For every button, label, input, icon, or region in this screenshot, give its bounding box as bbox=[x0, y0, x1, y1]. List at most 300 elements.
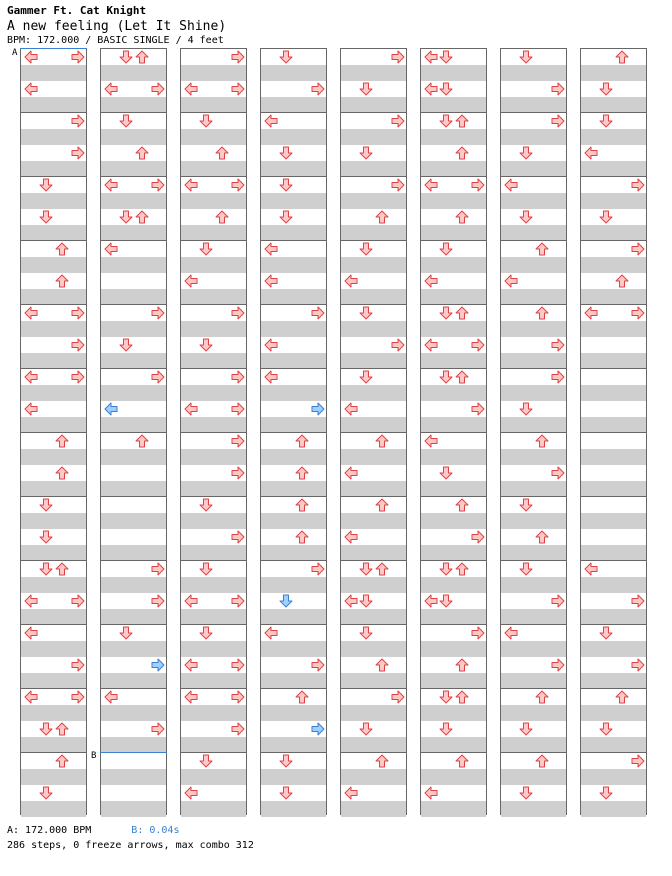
measure-line bbox=[21, 624, 86, 625]
beat-band bbox=[421, 737, 486, 753]
up-arrow-icon bbox=[55, 722, 69, 736]
down-arrow-icon bbox=[279, 786, 293, 800]
measure-line bbox=[261, 176, 326, 177]
up-arrow-icon bbox=[535, 306, 549, 320]
down-arrow-icon bbox=[519, 498, 533, 512]
down-arrow-icon bbox=[439, 722, 453, 736]
beat-band bbox=[181, 161, 246, 177]
measure-line bbox=[101, 432, 166, 433]
chart-column bbox=[20, 48, 87, 815]
left-arrow-icon bbox=[184, 402, 198, 416]
beat-band bbox=[101, 257, 166, 273]
beat-band bbox=[581, 609, 646, 625]
beat-band bbox=[501, 673, 566, 689]
beat-band bbox=[501, 801, 566, 817]
beat-band bbox=[341, 577, 406, 593]
beat-band bbox=[501, 161, 566, 177]
down-arrow-icon bbox=[439, 594, 453, 608]
measure-line bbox=[101, 624, 166, 625]
up-arrow-icon bbox=[55, 754, 69, 768]
measure-line bbox=[421, 752, 486, 753]
down-arrow-icon bbox=[439, 242, 453, 256]
measure-line bbox=[421, 688, 486, 689]
beat-band bbox=[501, 385, 566, 401]
left-arrow-icon bbox=[264, 370, 278, 384]
chart-stats: 286 steps, 0 freeze arrows, max combo 312 bbox=[7, 840, 254, 851]
measure-line bbox=[421, 304, 486, 305]
measure-line bbox=[21, 112, 86, 113]
left-arrow-icon bbox=[424, 82, 438, 96]
left-arrow-icon bbox=[104, 242, 118, 256]
right-arrow-icon bbox=[151, 562, 165, 576]
measure-line bbox=[581, 176, 646, 177]
measure-line bbox=[421, 432, 486, 433]
beat-band bbox=[421, 321, 486, 337]
measure-line bbox=[261, 368, 326, 369]
beat-band bbox=[581, 193, 646, 209]
beat-band bbox=[341, 481, 406, 497]
down-arrow-icon bbox=[119, 114, 133, 128]
beat-band bbox=[101, 513, 166, 529]
marker-b: B bbox=[91, 751, 97, 761]
beat-band bbox=[581, 353, 646, 369]
left-arrow-icon bbox=[424, 594, 438, 608]
bpm-a-label: A: 172.000 BPM bbox=[7, 825, 92, 836]
right-arrow-icon bbox=[631, 242, 645, 256]
left-arrow-icon bbox=[104, 82, 118, 96]
beat-band bbox=[181, 673, 246, 689]
beat-band bbox=[501, 769, 566, 785]
beat-band bbox=[341, 225, 406, 241]
beat-band bbox=[101, 129, 166, 145]
right-arrow-icon bbox=[311, 658, 325, 672]
right-arrow-icon bbox=[151, 722, 165, 736]
left-arrow-icon bbox=[344, 530, 358, 544]
beat-band bbox=[341, 449, 406, 465]
down-arrow-icon bbox=[599, 722, 613, 736]
beat-band bbox=[421, 65, 486, 81]
beat-band bbox=[101, 97, 166, 113]
right-arrow-icon bbox=[391, 50, 405, 64]
beat-band bbox=[421, 513, 486, 529]
measure-line bbox=[261, 688, 326, 689]
beat-band bbox=[21, 65, 86, 81]
right-arrow-icon bbox=[551, 658, 565, 672]
beat-band bbox=[501, 289, 566, 305]
beat-band bbox=[421, 193, 486, 209]
beat-band bbox=[101, 641, 166, 657]
down-arrow-icon bbox=[279, 594, 293, 608]
up-arrow-icon bbox=[55, 242, 69, 256]
right-arrow-icon bbox=[391, 178, 405, 192]
up-arrow-icon bbox=[535, 242, 549, 256]
down-arrow-icon bbox=[279, 178, 293, 192]
right-arrow-icon bbox=[71, 690, 85, 704]
right-arrow-icon bbox=[311, 306, 325, 320]
measure-line bbox=[181, 560, 246, 561]
beat-band bbox=[261, 513, 326, 529]
down-arrow-icon bbox=[199, 498, 213, 512]
measure-line bbox=[501, 432, 566, 433]
down-arrow-icon bbox=[519, 402, 533, 416]
right-arrow-icon bbox=[551, 114, 565, 128]
right-arrow-icon bbox=[551, 338, 565, 352]
beat-band bbox=[181, 449, 246, 465]
measure-line bbox=[341, 432, 406, 433]
beat-band bbox=[101, 225, 166, 241]
right-arrow-icon bbox=[151, 658, 165, 672]
measure-line bbox=[261, 752, 326, 753]
beat-band bbox=[101, 353, 166, 369]
measure-line bbox=[501, 240, 566, 241]
right-arrow-icon bbox=[231, 370, 245, 384]
right-arrow-icon bbox=[551, 466, 565, 480]
up-arrow-icon bbox=[455, 754, 469, 768]
beat-band bbox=[261, 641, 326, 657]
right-arrow-icon bbox=[551, 82, 565, 96]
down-arrow-icon bbox=[359, 242, 373, 256]
measure-line bbox=[181, 496, 246, 497]
down-arrow-icon bbox=[39, 562, 53, 576]
beat-band bbox=[581, 641, 646, 657]
left-arrow-icon bbox=[264, 626, 278, 640]
down-arrow-icon bbox=[279, 754, 293, 768]
up-arrow-icon bbox=[615, 690, 629, 704]
right-arrow-icon bbox=[231, 466, 245, 480]
beat-band bbox=[501, 257, 566, 273]
measure-line bbox=[261, 432, 326, 433]
beat-band bbox=[421, 801, 486, 817]
left-arrow-icon bbox=[264, 114, 278, 128]
beat-band bbox=[421, 705, 486, 721]
beat-band bbox=[421, 641, 486, 657]
beat-band bbox=[341, 353, 406, 369]
measure-line bbox=[261, 624, 326, 625]
right-arrow-icon bbox=[71, 306, 85, 320]
marker-b-line bbox=[100, 752, 167, 753]
chart-column bbox=[420, 48, 487, 815]
left-arrow-icon bbox=[504, 178, 518, 192]
marker-a: A bbox=[12, 48, 18, 58]
up-arrow-icon bbox=[135, 434, 149, 448]
measure-line bbox=[21, 496, 86, 497]
right-arrow-icon bbox=[631, 178, 645, 192]
chart-column bbox=[340, 48, 407, 815]
left-arrow-icon bbox=[184, 690, 198, 704]
measure-line bbox=[101, 368, 166, 369]
right-arrow-icon bbox=[471, 178, 485, 192]
beat-band bbox=[341, 417, 406, 433]
down-arrow-icon bbox=[439, 82, 453, 96]
beat-band bbox=[181, 737, 246, 753]
down-arrow-icon bbox=[199, 562, 213, 576]
beat-band bbox=[501, 737, 566, 753]
beat-band bbox=[21, 417, 86, 433]
measure-line bbox=[501, 176, 566, 177]
down-arrow-icon bbox=[439, 466, 453, 480]
right-arrow-icon bbox=[71, 370, 85, 384]
beat-band bbox=[581, 577, 646, 593]
left-arrow-icon bbox=[424, 50, 438, 64]
down-arrow-icon bbox=[39, 722, 53, 736]
up-arrow-icon bbox=[135, 50, 149, 64]
beat-band bbox=[21, 97, 86, 113]
beat-band bbox=[501, 97, 566, 113]
beat-band bbox=[21, 769, 86, 785]
beat-band bbox=[21, 449, 86, 465]
left-arrow-icon bbox=[264, 274, 278, 288]
beat-band bbox=[181, 481, 246, 497]
beat-band bbox=[341, 545, 406, 561]
left-arrow-icon bbox=[264, 242, 278, 256]
measure-line bbox=[101, 496, 166, 497]
beat-band bbox=[101, 289, 166, 305]
beat-band bbox=[101, 545, 166, 561]
right-arrow-icon bbox=[551, 594, 565, 608]
beat-band bbox=[341, 193, 406, 209]
down-arrow-icon bbox=[39, 178, 53, 192]
up-arrow-icon bbox=[455, 146, 469, 160]
down-arrow-icon bbox=[359, 306, 373, 320]
down-arrow-icon bbox=[359, 722, 373, 736]
up-arrow-icon bbox=[375, 210, 389, 224]
down-arrow-icon bbox=[39, 210, 53, 224]
beat-band bbox=[421, 417, 486, 433]
left-arrow-icon bbox=[584, 306, 598, 320]
up-arrow-icon bbox=[55, 562, 69, 576]
beat-band bbox=[581, 737, 646, 753]
right-arrow-icon bbox=[71, 594, 85, 608]
right-arrow-icon bbox=[231, 178, 245, 192]
beat-band bbox=[581, 801, 646, 817]
beat-band bbox=[181, 289, 246, 305]
left-arrow-icon bbox=[184, 274, 198, 288]
beat-band bbox=[21, 257, 86, 273]
beat-band bbox=[421, 449, 486, 465]
measure-line bbox=[581, 624, 646, 625]
measure-line bbox=[181, 432, 246, 433]
down-arrow-icon bbox=[519, 786, 533, 800]
beat-band bbox=[341, 385, 406, 401]
song-title: A new feeling (Let It Shine) bbox=[7, 19, 227, 34]
beat-band bbox=[181, 769, 246, 785]
beat-band bbox=[581, 225, 646, 241]
up-arrow-icon bbox=[455, 562, 469, 576]
beat-band bbox=[261, 577, 326, 593]
beat-band bbox=[101, 321, 166, 337]
measure-line bbox=[341, 624, 406, 625]
down-arrow-icon bbox=[439, 370, 453, 384]
beat-band bbox=[21, 353, 86, 369]
down-arrow-icon bbox=[279, 50, 293, 64]
left-arrow-icon bbox=[504, 274, 518, 288]
measure-line bbox=[21, 752, 86, 753]
measure-line bbox=[501, 496, 566, 497]
beat-band bbox=[101, 609, 166, 625]
beat-band bbox=[341, 801, 406, 817]
right-arrow-icon bbox=[631, 594, 645, 608]
left-arrow-icon bbox=[104, 402, 118, 416]
beat-band bbox=[421, 353, 486, 369]
left-arrow-icon bbox=[344, 594, 358, 608]
measure-line bbox=[21, 368, 86, 369]
up-arrow-icon bbox=[535, 754, 549, 768]
chart-column bbox=[580, 48, 647, 815]
right-arrow-icon bbox=[311, 562, 325, 576]
down-arrow-icon bbox=[519, 210, 533, 224]
left-arrow-icon bbox=[24, 306, 38, 320]
left-arrow-icon bbox=[184, 786, 198, 800]
beat-band bbox=[581, 769, 646, 785]
right-arrow-icon bbox=[231, 594, 245, 608]
beat-band bbox=[21, 737, 86, 753]
down-arrow-icon bbox=[119, 210, 133, 224]
down-arrow-icon bbox=[359, 626, 373, 640]
beat-band bbox=[421, 385, 486, 401]
beat-band bbox=[341, 513, 406, 529]
beat-band bbox=[261, 417, 326, 433]
right-arrow-icon bbox=[231, 434, 245, 448]
beat-band bbox=[501, 65, 566, 81]
beat-band bbox=[101, 737, 166, 753]
beat-band bbox=[21, 513, 86, 529]
beat-band bbox=[421, 97, 486, 113]
beat-band bbox=[421, 577, 486, 593]
down-arrow-icon bbox=[359, 82, 373, 96]
measure-line bbox=[101, 560, 166, 561]
measure-line bbox=[501, 752, 566, 753]
measure-line bbox=[341, 368, 406, 369]
left-arrow-icon bbox=[24, 370, 38, 384]
chart-column bbox=[180, 48, 247, 815]
song-artist: Gammer Ft. Cat Knight bbox=[7, 4, 147, 17]
beat-band bbox=[21, 801, 86, 817]
down-arrow-icon bbox=[119, 338, 133, 352]
measure-line bbox=[261, 112, 326, 113]
left-arrow-icon bbox=[424, 274, 438, 288]
beat-band bbox=[261, 257, 326, 273]
beat-band bbox=[21, 641, 86, 657]
left-arrow-icon bbox=[104, 690, 118, 704]
measure-line bbox=[581, 496, 646, 497]
down-arrow-icon bbox=[519, 50, 533, 64]
beat-band bbox=[261, 737, 326, 753]
beat-band bbox=[181, 577, 246, 593]
measure-line bbox=[581, 240, 646, 241]
measure-line bbox=[421, 624, 486, 625]
beat-band bbox=[341, 161, 406, 177]
beat-band bbox=[581, 385, 646, 401]
beat-band bbox=[181, 417, 246, 433]
beat-band bbox=[181, 801, 246, 817]
beat-band bbox=[261, 353, 326, 369]
beat-band bbox=[101, 705, 166, 721]
beat-band bbox=[101, 65, 166, 81]
measure-line bbox=[21, 176, 86, 177]
down-arrow-icon bbox=[599, 786, 613, 800]
beat-band bbox=[261, 705, 326, 721]
beat-band bbox=[21, 225, 86, 241]
beat-band bbox=[581, 449, 646, 465]
left-arrow-icon bbox=[24, 594, 38, 608]
beat-band bbox=[501, 449, 566, 465]
down-arrow-icon bbox=[359, 370, 373, 384]
measure-line bbox=[501, 624, 566, 625]
right-arrow-icon bbox=[71, 114, 85, 128]
right-arrow-icon bbox=[471, 530, 485, 544]
left-arrow-icon bbox=[264, 338, 278, 352]
beat-band bbox=[181, 609, 246, 625]
beat-band bbox=[261, 321, 326, 337]
right-arrow-icon bbox=[471, 626, 485, 640]
beat-band bbox=[101, 449, 166, 465]
measure-line bbox=[421, 112, 486, 113]
right-arrow-icon bbox=[71, 146, 85, 160]
up-arrow-icon bbox=[375, 658, 389, 672]
down-arrow-icon bbox=[599, 82, 613, 96]
bpm-legend bbox=[7, 825, 179, 836]
beat-band bbox=[341, 769, 406, 785]
beat-band bbox=[261, 449, 326, 465]
down-arrow-icon bbox=[39, 786, 53, 800]
up-arrow-icon bbox=[55, 466, 69, 480]
measure-line bbox=[181, 624, 246, 625]
beat-band bbox=[581, 161, 646, 177]
left-arrow-icon bbox=[424, 434, 438, 448]
beat-band bbox=[261, 769, 326, 785]
beat-band bbox=[341, 129, 406, 145]
beat-band bbox=[341, 97, 406, 113]
right-arrow-icon bbox=[231, 530, 245, 544]
beat-band bbox=[341, 705, 406, 721]
beat-band bbox=[501, 321, 566, 337]
beat-band bbox=[181, 353, 246, 369]
left-arrow-icon bbox=[24, 402, 38, 416]
measure-line bbox=[21, 304, 86, 305]
beat-band bbox=[21, 129, 86, 145]
right-arrow-icon bbox=[391, 690, 405, 704]
left-arrow-icon bbox=[584, 146, 598, 160]
down-arrow-icon bbox=[519, 722, 533, 736]
down-arrow-icon bbox=[119, 50, 133, 64]
beat-band bbox=[501, 705, 566, 721]
down-arrow-icon bbox=[519, 562, 533, 576]
measure-line bbox=[181, 240, 246, 241]
beat-band bbox=[261, 289, 326, 305]
measure-line bbox=[341, 304, 406, 305]
beat-band bbox=[421, 769, 486, 785]
left-arrow-icon bbox=[344, 786, 358, 800]
up-arrow-icon bbox=[455, 370, 469, 384]
measure-line bbox=[101, 688, 166, 689]
up-arrow-icon bbox=[455, 690, 469, 704]
beat-band bbox=[101, 673, 166, 689]
measure-line bbox=[421, 240, 486, 241]
right-arrow-icon bbox=[551, 370, 565, 384]
up-arrow-icon bbox=[375, 498, 389, 512]
beat-band bbox=[341, 673, 406, 689]
beat-band bbox=[501, 417, 566, 433]
left-arrow-icon bbox=[24, 82, 38, 96]
beat-band bbox=[501, 481, 566, 497]
up-arrow-icon bbox=[55, 434, 69, 448]
left-arrow-icon bbox=[104, 178, 118, 192]
down-arrow-icon bbox=[439, 562, 453, 576]
left-arrow-icon bbox=[184, 594, 198, 608]
beat-band bbox=[501, 513, 566, 529]
right-arrow-icon bbox=[231, 722, 245, 736]
measure-line bbox=[501, 688, 566, 689]
